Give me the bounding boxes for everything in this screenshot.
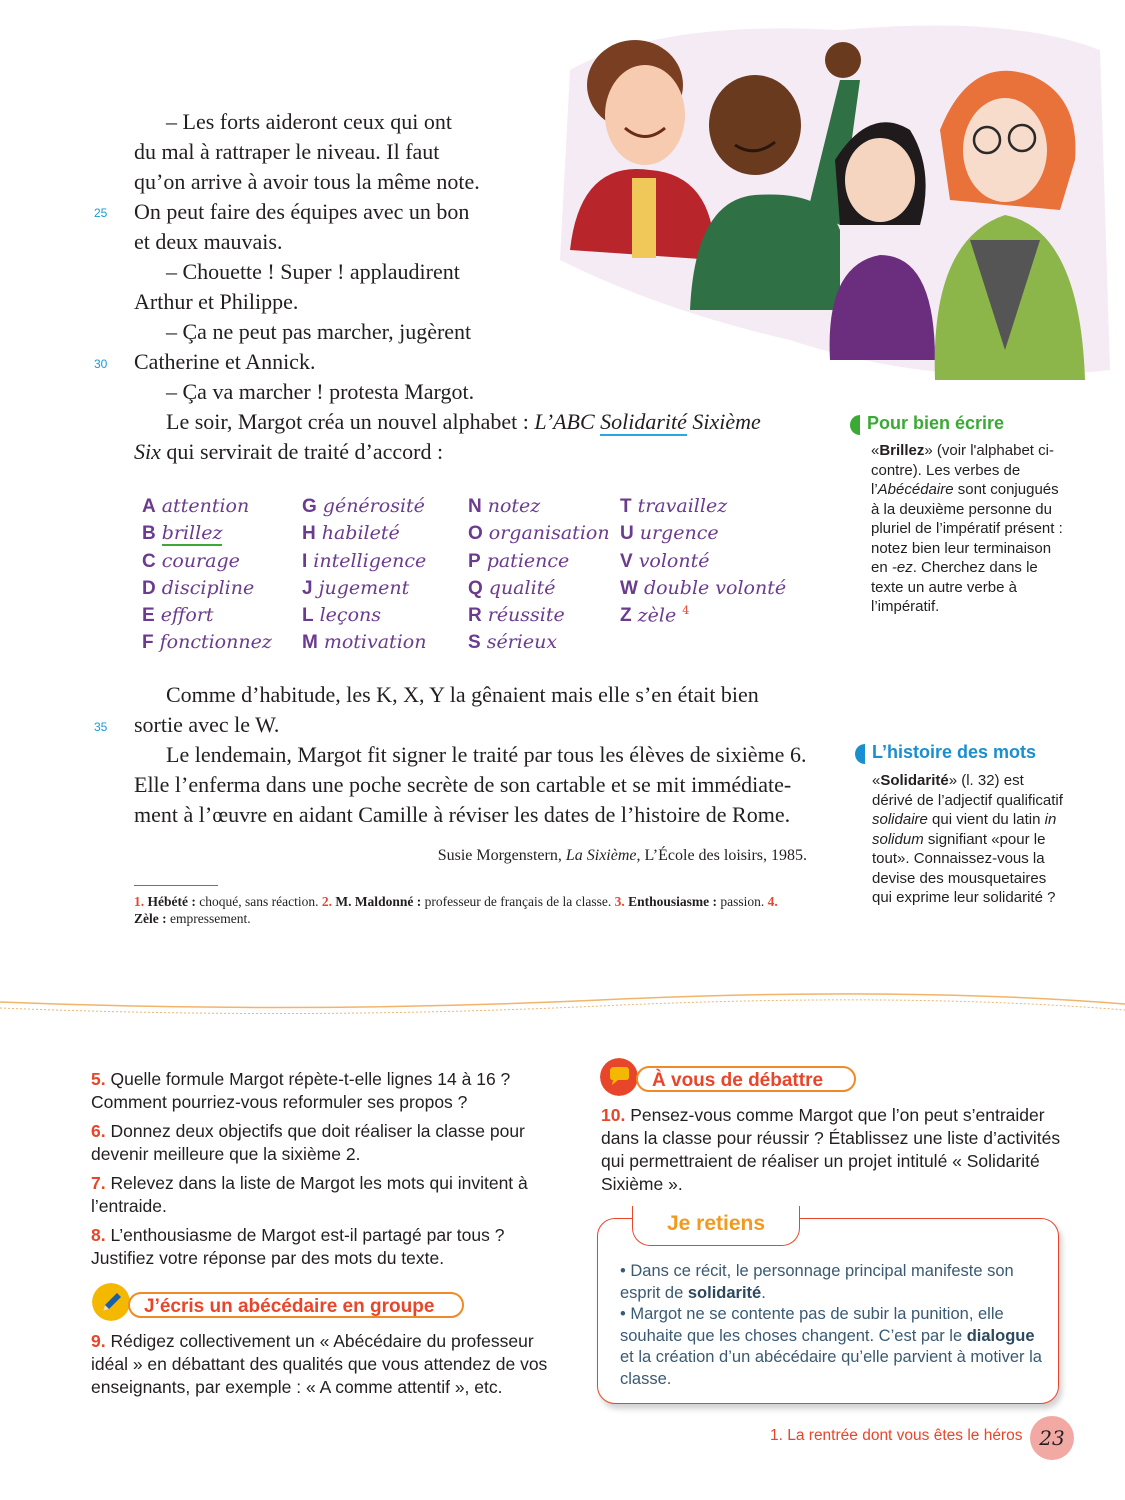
sidebar-text: «	[871, 442, 880, 459]
alphabet-entry	[620, 495, 727, 518]
footnote-def: professeur de français de la classe.	[421, 894, 615, 909]
alphabet-letter: I	[302, 551, 308, 572]
sidebar-ecrire-text	[871, 441, 1071, 617]
alphabet-word: motivation	[323, 631, 427, 653]
question-6	[91, 1120, 561, 1166]
alphabet-entry	[468, 604, 565, 627]
alphabet-entry	[302, 604, 381, 627]
sidebar-histoire-text	[872, 771, 1067, 908]
source-book: La Sixième	[565, 847, 637, 864]
footnote-term: M. Maldonné :	[335, 894, 422, 909]
sidebar-text: signifiant «pour le tout». Connaissez-vous la devise des mousquetaires qui exprime leur solidarité ?	[872, 830, 1056, 906]
story-line: du mal à rattraper le niveau. Il faut	[134, 139, 440, 164]
question-text: Quelle formule Margot répète-t-elle lignes 14 à 16 ? Comment pourriez-vous reformuler ses propos ?	[91, 1069, 511, 1112]
alphabet-word: courage	[161, 550, 240, 572]
alphabet-word: notez	[487, 495, 541, 517]
alphabet-entry	[620, 604, 689, 627]
question-number: 5.	[91, 1069, 106, 1089]
alphabet-word-brillez: brillez	[161, 522, 223, 544]
children-illustration	[540, 10, 1120, 390]
alphabet-letter: N	[468, 496, 482, 517]
story-line: – Les forts aideront ceux qui ont	[166, 109, 452, 134]
story-line: sortie avec le W.	[134, 712, 280, 737]
alphabet-word: travaillez	[637, 495, 728, 517]
alphabet-entry	[468, 522, 610, 545]
alphabet-entry	[142, 604, 214, 627]
story-line: Le lendemain, Margot fit signer le traité par tous les élèves de sixième 6.	[166, 742, 807, 767]
alphabet-word: double volonté	[643, 577, 787, 599]
question-number: 7.	[91, 1173, 106, 1193]
line-number: 25	[94, 206, 108, 220]
alphabet-word: discipline	[161, 577, 255, 599]
story-line: qu’on arrive à avoir tous la même note.	[134, 169, 480, 194]
sidebar-bold: Brillez	[879, 442, 925, 459]
alphabet-letter: Z	[620, 605, 632, 627]
sidebar-text: » (voir l'alphabet ci-contre). Les verbes de l’	[871, 442, 1054, 498]
debattre-title: À vous de débattre	[636, 1066, 856, 1092]
alphabet-letter: Q	[468, 578, 483, 599]
retiens-bold: dialogue	[966, 1326, 1035, 1345]
sidebar-italic: solidaire	[872, 811, 928, 828]
footnote-number: 1.	[134, 894, 145, 909]
footnote-ref: 4	[682, 604, 690, 617]
sidebar-italic: in solidum	[872, 811, 1057, 848]
footnote-number: 2.	[321, 894, 332, 909]
footnote-term: Enthousiasme :	[628, 894, 718, 909]
story-line: On peut faire des équipes avec un bon	[134, 199, 470, 224]
alphabet-letter: E	[142, 605, 155, 626]
story-line: – Ça va marcher ! protesta Margot.	[166, 379, 475, 404]
chapter-title: 1. La rentrée dont vous êtes le héros	[770, 1427, 1023, 1444]
story-line: ment à l’œuvre en aidant Camille à réviser les dates de l’histoire de Rome.	[134, 802, 791, 827]
abc-title-part: L’ABC	[534, 409, 601, 434]
alphabet-entry	[302, 522, 400, 545]
alphabet-letter: B	[142, 523, 156, 544]
alphabet-entry	[468, 577, 556, 600]
alphabet-entry	[302, 495, 425, 518]
footnote-number: 4.	[767, 894, 778, 909]
retiens-bold: solidarité	[687, 1283, 762, 1302]
retiens-text: • Margot ne se contente pas de subir la punition, elle souhaite que les choses changent. C’est par le	[620, 1305, 1004, 1345]
alphabet-entry	[302, 577, 409, 600]
abc-title	[534, 409, 760, 436]
retiens-text: • Dans ce récit, le personnage principal manifeste son esprit de	[620, 1262, 1014, 1302]
alphabet-word: leçons	[319, 604, 381, 626]
abc-title-part: Sixième	[686, 409, 761, 434]
sidebar-text: qui vient du latin	[927, 811, 1045, 828]
sidebar-italic: -ez	[891, 559, 913, 576]
alphabet-word: intelligence	[313, 550, 427, 572]
alphabet-word: patience	[486, 550, 570, 572]
question-number: 6.	[91, 1121, 106, 1141]
alphabet-word: attention	[161, 495, 250, 517]
alphabet-letter: R	[468, 605, 482, 626]
alphabet-word: fonctionnez	[159, 631, 272, 653]
story-line-text: Le soir, Margot créa un nouvel alphabet :	[166, 409, 529, 434]
story-line-text: qui servirait de traité d’accord :	[166, 439, 444, 464]
question-text: L’enthousiasme de Margot est-il partagé par tous ? Justifiez votre réponse par des mots du texte.	[91, 1225, 505, 1268]
alphabet-letter: L	[302, 605, 314, 626]
alphabet-entry	[468, 550, 569, 573]
sidebar-bold: Solidarité	[880, 772, 949, 789]
source-citation	[438, 847, 807, 865]
alphabet-word: volonté	[638, 550, 710, 572]
question-text: Relevez dans la liste de Margot les mots qui invitent à l’entraide.	[91, 1173, 528, 1216]
alphabet-letter: C	[142, 551, 156, 572]
sidebar-text: . Cherchez dans le texte un autre verbe à l’impératif.	[871, 559, 1038, 615]
story-line: Elle l’enferma dans une poche secrète de son cartable et se mit immédiate-	[134, 772, 792, 797]
sidebar-text: sont conjugués à la deuxième personne du pluriel de l’impératif présent : notez bien leur terminaison en	[871, 481, 1063, 576]
alphabet-entry	[468, 631, 557, 654]
alphabet-letter: J	[302, 578, 313, 599]
alphabet-letter: P	[468, 551, 481, 572]
sidebar-text: » (l. 32) est dérivé de l’adjectif qualificatif	[872, 772, 1063, 809]
page-number: 23	[1030, 1416, 1074, 1460]
alphabet-word: habileté	[321, 522, 400, 544]
source-author: Susie Morgenstern,	[437, 847, 566, 864]
alphabet-word: qualité	[488, 577, 556, 599]
question-7	[91, 1172, 561, 1218]
question-number: 9.	[91, 1331, 106, 1351]
sidebar-italic: Abécédaire	[877, 481, 954, 498]
story-line	[134, 437, 443, 467]
footnote-term: Hébété :	[147, 894, 196, 909]
alphabet-entry	[468, 495, 540, 518]
story-line: Catherine et Annick.	[134, 349, 316, 374]
alphabet-letter: W	[620, 578, 638, 599]
sidebar-text: «	[872, 772, 881, 789]
alphabet-word: organisation	[488, 522, 610, 544]
ecris-title: J’écris un abécédaire en groupe	[128, 1292, 464, 1318]
question-text: Donnez deux objectifs que doit réaliser la classe pour devenir meilleure que la sixième 2.	[91, 1121, 525, 1164]
solidarite-word: Solidarité	[600, 409, 687, 434]
je-retiens-title: Je retiens	[632, 1206, 800, 1246]
alphabet-letter: M	[302, 632, 318, 653]
story-line: Comme d’habitude, les K, X, Y la gênaient mais elle s’en était bien	[166, 682, 759, 707]
story-line: et deux mauvais.	[134, 229, 283, 254]
question-9	[91, 1330, 561, 1399]
alphabet-letter: V	[620, 551, 633, 572]
alphabet-entry	[142, 550, 240, 573]
footnote-def: choqué, sans réaction.	[195, 894, 322, 909]
alphabet-entry	[620, 522, 719, 545]
story-line: – Chouette ! Super ! applaudirent	[166, 259, 460, 284]
alphabet-word: sérieux	[486, 631, 558, 653]
alphabet-entry	[302, 550, 426, 573]
alphabet-entry	[302, 631, 426, 654]
alphabet-letter: O	[468, 523, 483, 544]
sidebar-histoire-title: L’histoire des mots	[872, 742, 1037, 762]
line-number: 35	[94, 720, 108, 734]
alphabet-letter: A	[142, 496, 156, 517]
question-5	[91, 1068, 561, 1114]
retiens-text: et la création d’un abécédaire qu’elle parvient à motiver la classe.	[620, 1348, 1042, 1388]
question-text: Pensez-vous comme Margot que l’on peut s’entraider dans la classe pour réussir ? Établissez une liste d’activités qui permettraient de réaliser un projet intitulé « Solidarité Sixième ».	[601, 1105, 1061, 1194]
alphabet-letter: U	[620, 523, 634, 544]
section-divider	[0, 990, 1125, 1030]
alphabet-entry	[142, 495, 249, 518]
alphabet-letter: T	[620, 496, 632, 517]
footnote-def: passion.	[717, 894, 768, 909]
footnote-number: 3.	[614, 894, 625, 909]
green-marker-icon	[850, 415, 860, 435]
alphabet-entry	[142, 522, 222, 545]
footnote-rule	[134, 885, 218, 886]
alphabet-entry	[620, 577, 786, 600]
alphabet-word: jugement	[318, 577, 410, 599]
alphabet-letter: H	[302, 523, 316, 544]
alphabet-word: générosité	[322, 495, 425, 517]
question-text: Rédigez collectivement un « Abécédaire du professeur idéal » en débattant des qualités que vous attendez de vos enseignants, par exemple : « A comme attentif », etc.	[91, 1331, 548, 1397]
line-number: 30	[94, 357, 108, 371]
sidebar-ecrire-title: Pour bien écrire	[867, 413, 1005, 433]
retiens-bullet-2	[620, 1304, 1045, 1390]
alphabet-letter: G	[302, 496, 317, 517]
abc-title-end: Six	[134, 439, 161, 464]
alphabet-entry	[142, 577, 254, 600]
alphabet-word: urgence	[639, 522, 719, 544]
footnote-term: Zèle :	[134, 911, 167, 926]
story-line: Arthur et Philippe.	[134, 289, 299, 314]
speech-bubble-icon	[600, 1058, 638, 1096]
pencil-icon	[92, 1283, 130, 1321]
retiens-text: .	[761, 1283, 766, 1302]
story-line	[134, 407, 761, 437]
blue-marker-icon	[855, 744, 865, 764]
retiens-bullet-1	[620, 1261, 1045, 1304]
source-publisher: , L’École des loisirs, 1985.	[636, 847, 807, 864]
alphabet-letter: D	[142, 578, 156, 599]
alphabet-word: effort	[160, 604, 214, 626]
alphabet-word: zèle	[637, 604, 677, 627]
alphabet-entry	[142, 631, 272, 654]
footnote-def: empressement.	[166, 911, 251, 926]
alphabet-letter: F	[142, 632, 154, 653]
story-line: – Ça ne peut pas marcher, jugèrent	[166, 319, 472, 344]
alphabet-letter: S	[468, 632, 481, 653]
question-number: 8.	[91, 1225, 106, 1245]
alphabet-word: réussite	[487, 604, 565, 626]
question-10	[601, 1104, 1066, 1196]
question-8	[91, 1224, 561, 1270]
alphabet-entry	[620, 550, 710, 573]
je-retiens-text	[620, 1261, 1045, 1390]
footnotes	[134, 893, 794, 927]
question-number: 10.	[601, 1105, 626, 1125]
